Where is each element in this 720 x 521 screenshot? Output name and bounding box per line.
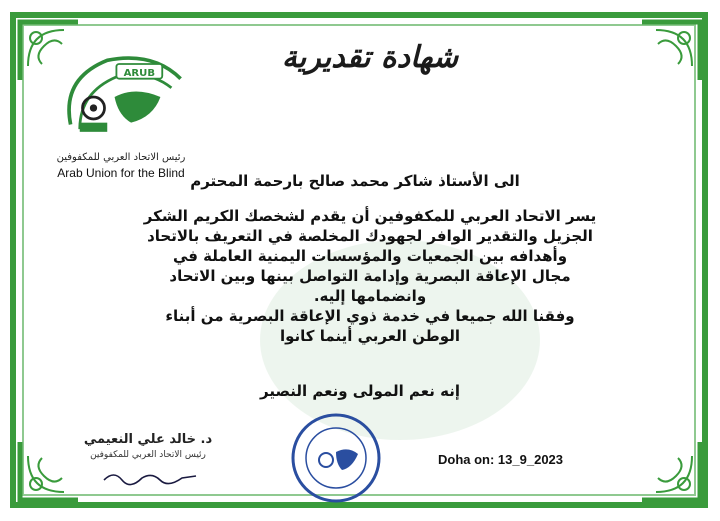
body-line: مجال الإعاقة البصرية وإدامة التواصل بينها وبين الاتحاد — [169, 267, 571, 285]
certificate-body — [110, 206, 630, 346]
official-seal — [290, 412, 382, 504]
svg-text:ARUB: ARUB — [123, 67, 156, 79]
body-line: الوطن العربي أينما كانوا — [280, 327, 460, 345]
handwritten-signature — [100, 466, 200, 488]
body-line: وفقنا الله جميعا في خدمة ذوي الإعاقة البصرية من أبناء — [165, 307, 575, 325]
body-line: الجزيل والتقدير الوافر لجهودك المخلصة في التعريف بالاتحاد — [147, 227, 593, 245]
recipient-line: الى الأستاذ شاكر محمد صالح بارحمة المحترم — [190, 172, 520, 190]
body-line: يسر الاتحاد العربي للمكفوفين أن يقدم لشخصك الكريم الشكر — [143, 207, 597, 225]
body-line: وانضمامها إليه. — [313, 287, 427, 305]
organization-name-english: Arab Union for the Blind — [57, 166, 185, 180]
body-line: وأهدافه بين الجمعيات والمؤسسات اليمنية العاملة في — [172, 247, 568, 265]
issue-date: Doha on: 13_9_2023 — [438, 452, 564, 467]
certificate-title: شهادة تقديرية — [281, 40, 459, 75]
corner-ornament-bottom-right — [636, 436, 706, 506]
closing-line: إنه نعم المولى ونعم النصير — [260, 382, 460, 400]
signer-name: د. خالد علي النعيمي — [83, 432, 213, 447]
signer-title: رئيس الاتحاد العربي للمكفوفين — [90, 450, 206, 460]
corner-ornament-top-right — [636, 16, 706, 86]
organization-name-arabic: رئيس الاتحاد العربي للمكفوفين — [56, 152, 186, 163]
